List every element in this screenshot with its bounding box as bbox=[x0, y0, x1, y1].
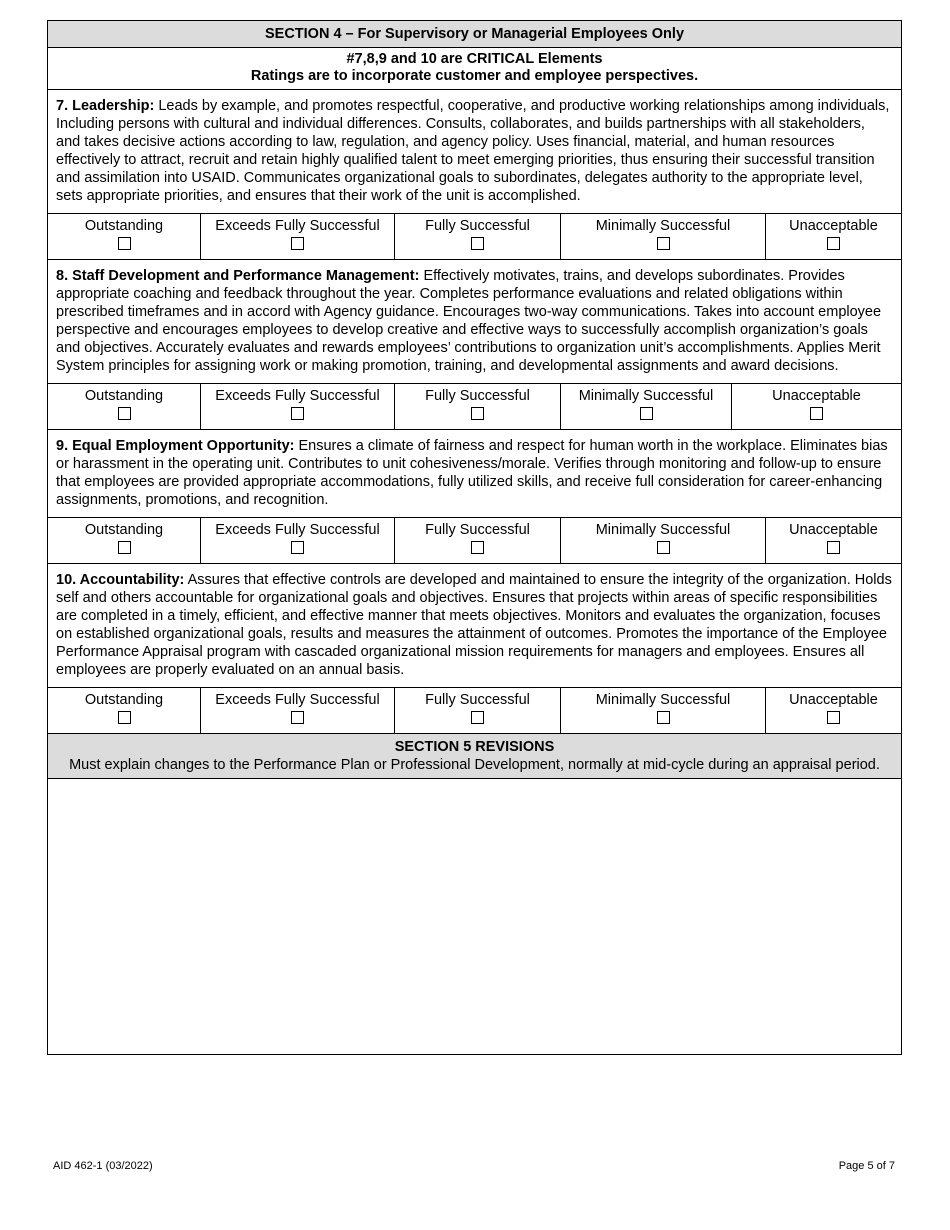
rating-label: Minimally Successful bbox=[595, 522, 731, 538]
rating-exceeds bbox=[201, 384, 395, 429]
rating-exceeds bbox=[201, 518, 395, 563]
section4-header: SECTION 4 – For Supervisory or Managerial Employees Only bbox=[48, 21, 901, 48]
rating-label: Fully Successful bbox=[425, 522, 530, 538]
rating-label: Fully Successful bbox=[425, 692, 530, 708]
checkbox[interactable] bbox=[657, 541, 670, 554]
checkbox[interactable] bbox=[657, 237, 670, 250]
element-title: 8. Staff Development and Performance Management: bbox=[56, 268, 420, 284]
rating-fully bbox=[395, 688, 561, 733]
rating-minimally bbox=[561, 518, 766, 563]
checkbox[interactable] bbox=[291, 237, 304, 250]
checkbox[interactable] bbox=[291, 541, 304, 554]
rating-label: Outstanding bbox=[84, 522, 164, 538]
checkbox[interactable] bbox=[291, 711, 304, 724]
checkbox[interactable] bbox=[118, 407, 131, 420]
rating-label: Exceeds Fully Successful bbox=[215, 388, 380, 404]
rating-label: Exceeds Fully Successful bbox=[215, 522, 380, 538]
element-8-staff-development bbox=[48, 260, 901, 384]
element-title: 10. Accountability: bbox=[56, 572, 185, 588]
checkbox[interactable] bbox=[640, 407, 653, 420]
rating-label: Outstanding bbox=[84, 388, 164, 404]
rating-unacceptable bbox=[766, 518, 901, 563]
rating-row-10 bbox=[48, 688, 901, 734]
rating-label: Minimally Successful bbox=[595, 692, 731, 708]
element-description: Ensures a climate of fairness and respect for human worth in the workplace. Eliminates bias or harassment in the operating unit. Contributes to unit cohesiveness/morale. Verifies through monitoring and follow-up to ensure that employees are provided appropriate accommodations, fully utilized skills, and receive full consideration for career-enhancing assignments, promotions, and recognition. bbox=[56, 438, 888, 508]
checkbox[interactable] bbox=[471, 237, 484, 250]
rating-label: Fully Successful bbox=[425, 388, 530, 404]
rating-exceeds bbox=[201, 688, 395, 733]
rating-minimally bbox=[561, 214, 766, 259]
checkbox[interactable] bbox=[827, 711, 840, 724]
revisions-text-area[interactable] bbox=[48, 779, 901, 1054]
rating-row-8 bbox=[48, 384, 901, 430]
element-10-accountability bbox=[48, 564, 901, 688]
rating-label: Exceeds Fully Successful bbox=[215, 218, 380, 234]
page-number: Page 5 of 7 bbox=[838, 1160, 895, 1172]
element-9-eeo bbox=[48, 430, 901, 518]
section5-title: SECTION 5 REVISIONS bbox=[394, 739, 555, 755]
rating-label: Outstanding bbox=[84, 218, 164, 234]
checkbox[interactable] bbox=[291, 407, 304, 420]
element-description: Effectively motivates, trains, and develops subordinates. Provides appropriate coaching and feedback throughout the year. Completes performance evaluations and related obligations within prescribed timeframes and in accord with Agency guidance. Encourages two-way communications. Takes into account employee perspective and encourages employees to develop creative and effective ways to successfully accomplish organization’s goals and objectives. Accurately evaluates and rewards employees’ contributions to organization unit’s accomplishments. Applies Merit System principles for assigning work or making promotion, training, and developmental assignments and award decisions. bbox=[56, 268, 882, 374]
rating-label: Exceeds Fully Successful bbox=[215, 692, 380, 708]
rating-unacceptable bbox=[732, 384, 901, 429]
rating-label: Unacceptable bbox=[789, 218, 878, 234]
checkbox[interactable] bbox=[118, 711, 131, 724]
critical-elements-line: #7,8,9 and 10 are CRITICAL Elements bbox=[346, 51, 603, 67]
checkbox[interactable] bbox=[657, 711, 670, 724]
rating-label: Unacceptable bbox=[772, 388, 861, 404]
rating-row-9 bbox=[48, 518, 901, 564]
rating-unacceptable bbox=[766, 214, 901, 259]
critical-note bbox=[48, 48, 901, 90]
checkbox[interactable] bbox=[471, 541, 484, 554]
checkbox[interactable] bbox=[118, 237, 131, 250]
element-description: Leads by example, and promotes respectful, cooperative, and productive working relationships among individuals, Including persons with cultural and individual differences. Consults, collaborates, and builds partnerships with all stakeholders, and takes decisive actions according to law, regulation, and agency policy. Uses financial, material, and human resources effectively to attract, recruit and retain highly qualified talent to meet emerging priorities, thus ensuring their successful transition and assimilation into USAID. Communicates organizational goals to subordinates, delegates authority to the appropriate level, sets appropriate priorities, and ensures that their work of the unit is accomplished. bbox=[56, 98, 890, 204]
checkbox[interactable] bbox=[118, 541, 131, 554]
checkbox[interactable] bbox=[827, 237, 840, 250]
rating-minimally bbox=[561, 688, 766, 733]
checkbox[interactable] bbox=[471, 407, 484, 420]
form-id: AID 462-1 (03/2022) bbox=[53, 1160, 153, 1172]
rating-outstanding bbox=[48, 688, 201, 733]
rating-label: Minimally Successful bbox=[578, 388, 714, 404]
rating-label: Minimally Successful bbox=[595, 218, 731, 234]
rating-minimally bbox=[561, 384, 732, 429]
rating-exceeds bbox=[201, 214, 395, 259]
checkbox[interactable] bbox=[471, 711, 484, 724]
rating-row-7 bbox=[48, 214, 901, 260]
rating-outstanding bbox=[48, 384, 201, 429]
rating-outstanding bbox=[48, 518, 201, 563]
rating-label: Unacceptable bbox=[789, 692, 878, 708]
section5-instruction: Must explain changes to the Performance Plan or Professional Development, normally at mid-cycle during an appraisal period. bbox=[69, 757, 880, 773]
element-description: Assures that effective controls are developed and maintained to ensure the integrity of the organization. Holds self and others accountable for organizational goals and objectives. Ensures that projects within areas of specific responsibilities are completed in a timely, efficient, and effective manner that meets objectives. Monitors and evaluates the organization, focuses on established organizational goals, results and measures the attainment of outcomes. Promotes the importance of the Employee Performance Appraisal program with cascaded organizational mission requirements for managers and employees. Ensures all employees are properly evaluated on an annual basis. bbox=[56, 572, 892, 678]
rating-label: Outstanding bbox=[84, 692, 164, 708]
appraisal-form bbox=[47, 20, 902, 1055]
perspective-line: Ratings are to incorporate customer and employee perspectives. bbox=[250, 68, 699, 84]
rating-label: Unacceptable bbox=[789, 522, 878, 538]
checkbox[interactable] bbox=[810, 407, 823, 420]
rating-outstanding bbox=[48, 214, 201, 259]
rating-fully bbox=[395, 384, 561, 429]
element-title: 9. Equal Employment Opportunity: bbox=[56, 438, 295, 454]
element-7-leadership bbox=[48, 90, 901, 214]
rating-label: Fully Successful bbox=[425, 218, 530, 234]
checkbox[interactable] bbox=[827, 541, 840, 554]
rating-fully bbox=[395, 518, 561, 563]
rating-unacceptable bbox=[766, 688, 901, 733]
section5-header bbox=[48, 734, 901, 779]
rating-fully bbox=[395, 214, 561, 259]
element-title: 7. Leadership: bbox=[56, 98, 155, 114]
